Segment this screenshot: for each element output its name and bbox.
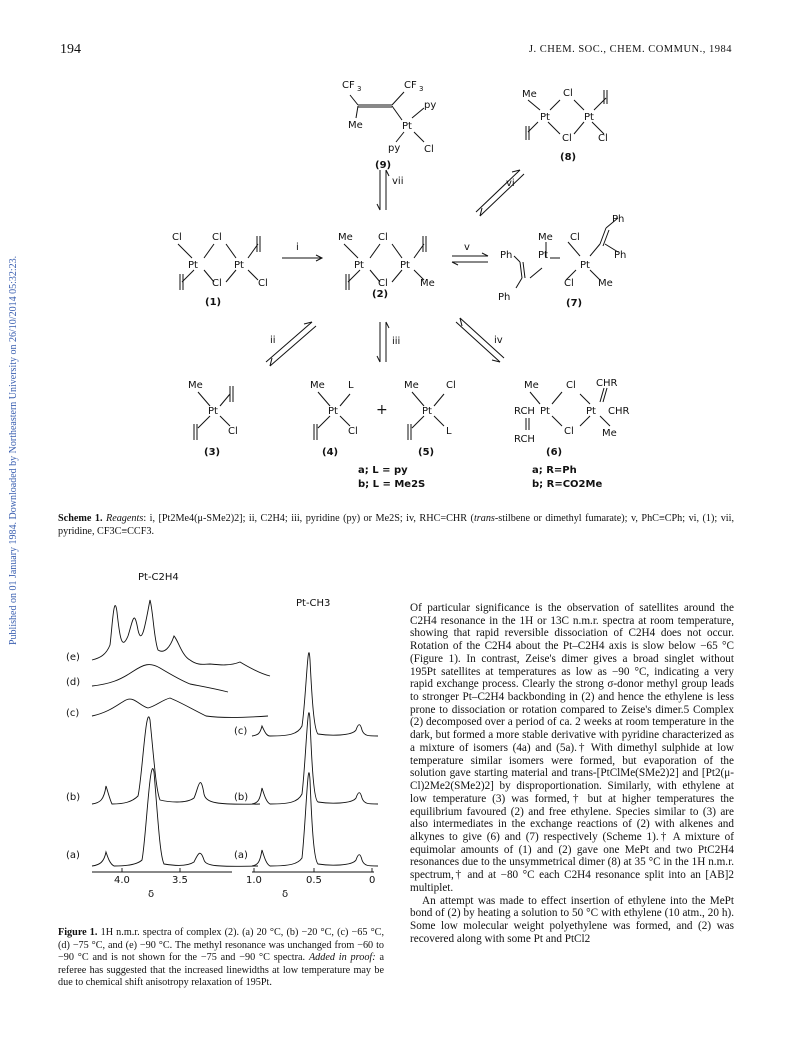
svg-text:Pt: Pt <box>422 406 432 417</box>
left-tick-4-0: 4.0 <box>114 875 130 886</box>
svg-text:Cl: Cl <box>424 144 434 155</box>
paragraph-2: An attempt was made to effect insertion of ethylene into the MePt bond of (2) by heating a solution to 50 °C with ethylene (10 atm., 20 h). Some low molecular weight polyethylene was formed, and (2) was recovered along with some Pt and PtCl2 <box>410 894 734 945</box>
svg-text:Pt: Pt <box>208 406 218 417</box>
svg-text:Me: Me <box>524 380 539 391</box>
scheme-caption-reagents: Reagents <box>105 513 144 524</box>
svg-text:Ph: Ph <box>500 250 513 261</box>
svg-text:Pt: Pt <box>580 260 590 271</box>
svg-text:RCH: RCH <box>514 434 535 445</box>
compound-label-3: (3) <box>204 447 221 458</box>
body-text <box>410 602 734 945</box>
svg-text:py: py <box>388 143 401 154</box>
compound-label-2: (2) <box>372 289 389 300</box>
reagent-vii: vii <box>392 176 404 187</box>
page-number: 194 <box>60 42 81 57</box>
reagent-vi: vi <box>506 178 515 189</box>
right-tick-1-0: 1.0 <box>246 875 262 886</box>
trace-e <box>92 600 270 676</box>
svg-text:CHR: CHR <box>596 378 618 389</box>
svg-text:Cl: Cl <box>446 380 456 391</box>
figure-caption-tail: a referee has suggested that the increased linewidths at low temperature may be due to chemical shift anisotropy relaxation of 195Pt. <box>58 952 385 989</box>
compound-label-8: (8) <box>560 152 577 163</box>
svg-text:CF: CF <box>342 80 355 91</box>
svg-text:Cl: Cl <box>212 232 222 243</box>
figure-caption-label: Figure 1. <box>58 927 98 938</box>
scheme-caption <box>58 513 734 538</box>
svg-text:Cl: Cl <box>570 232 580 243</box>
download-note: Published on 01 January 1984. Downloaded by Northeastern University on 26/10/2014 05:32:23. <box>8 255 19 645</box>
svg-text:Me: Me <box>404 380 419 391</box>
svg-text:Pt: Pt <box>400 260 410 271</box>
svg-text:Cl: Cl <box>563 88 573 99</box>
note-6-b: b; R=CO2Me <box>532 479 603 490</box>
svg-text:Ph: Ph <box>612 214 625 225</box>
svg-text:3: 3 <box>419 85 424 93</box>
svg-text:L: L <box>446 426 452 437</box>
trace-a-right <box>252 773 378 866</box>
svg-text:Pt: Pt <box>234 260 244 271</box>
scheme-caption-label: Scheme 1. <box>58 513 103 524</box>
left-label-a: (a) <box>66 850 80 861</box>
compound-label-6: (6) <box>546 447 563 458</box>
compound-9-structure <box>350 92 424 142</box>
scheme-caption-text: : i, [Pt2Me4(μ-SMe2)2]; ii, C2H4; iii, pyridine (py) or Me2S; iv, RHC=CHR ( <box>143 513 474 524</box>
note-6-a: a; R=Ph <box>532 465 577 476</box>
reagent-ii: ii <box>270 335 276 346</box>
svg-text:Cl: Cl <box>564 426 574 437</box>
figure-caption-text: 1H n.m.r. spectra of complex (2). (a) 20 °C, (b) −20 °C, (c) −65 °C, (d) −75 °C, and (e) −90 °C. The methyl resonance was unchanged from −60 to −90 °C and is not shown for the −75 and −90 °C spectra. <box>58 927 384 964</box>
svg-text:L: L <box>348 380 354 391</box>
svg-text:Ph: Ph <box>614 250 627 261</box>
svg-text:Pt: Pt <box>540 406 550 417</box>
reagent-iii: iii <box>392 336 401 347</box>
svg-text:Pt: Pt <box>188 260 198 271</box>
right-label-c: (c) <box>234 726 248 737</box>
svg-text:Me: Me <box>188 380 203 391</box>
svg-text:Me: Me <box>602 428 617 439</box>
compound-label-9: (9) <box>375 160 392 171</box>
compound-6-structure <box>526 388 610 430</box>
compound-label-4: (4) <box>322 447 339 458</box>
svg-text:Pt: Pt <box>586 406 596 417</box>
svg-text:Cl: Cl <box>598 133 608 144</box>
reaction-scheme <box>0 60 792 510</box>
svg-text:Me: Me <box>338 232 353 243</box>
left-tick-3-5: 3.5 <box>172 875 188 886</box>
svg-text:CHR: CHR <box>608 406 630 417</box>
reagent-i: i <box>296 242 299 253</box>
trace-c <box>92 698 268 718</box>
left-axis-symbol: δ <box>148 889 155 900</box>
right-tick-0-5: 0.5 <box>306 875 322 886</box>
compound-label-7: (7) <box>566 298 583 309</box>
svg-text:Pt: Pt <box>584 112 594 123</box>
svg-text:Me: Me <box>538 232 553 243</box>
svg-text:Cl: Cl <box>566 380 576 391</box>
svg-text:Cl: Cl <box>172 232 182 243</box>
note-4-5-a: a; L = py <box>358 465 408 476</box>
svg-text:Cl: Cl <box>258 278 268 289</box>
svg-text:Cl: Cl <box>228 426 238 437</box>
reagent-v: v <box>464 242 470 253</box>
compound-label-1: (1) <box>205 297 222 308</box>
scheme-caption-trans: trans <box>473 513 495 524</box>
svg-text:Cl: Cl <box>212 278 222 289</box>
scheme-caption-text-end: -stilbene or dimethyl fumarate); v, PhC≡CPh; vi, (1); vii, pyridine, CF3C≡CCF3. <box>58 513 734 537</box>
figure-caption <box>58 927 384 990</box>
svg-text:Cl: Cl <box>378 232 388 243</box>
right-label-a: (a) <box>234 850 248 861</box>
trace-b-right <box>252 713 378 804</box>
right-panel-title: Pt-CH3 <box>296 598 331 609</box>
left-label-c: (c) <box>66 708 80 719</box>
svg-text:Me: Me <box>598 278 613 289</box>
running-head: J. CHEM. SOC., CHEM. COMMUN., 1984 <box>528 44 732 55</box>
svg-text:Me: Me <box>310 380 325 391</box>
svg-text:Me: Me <box>420 278 435 289</box>
svg-text:py: py <box>424 100 437 111</box>
note-4-5-b: b; L = Me2S <box>358 479 426 490</box>
left-label-e: (e) <box>66 652 80 663</box>
svg-text:RCH: RCH <box>514 406 535 417</box>
reagent-iv: iv <box>494 335 503 346</box>
right-axis-symbol: δ <box>282 889 289 900</box>
svg-text:Pt: Pt <box>354 260 364 271</box>
right-label-b: (b) <box>234 792 249 803</box>
svg-text:Cl: Cl <box>348 426 358 437</box>
right-tick-0: 0 <box>369 875 376 886</box>
svg-text:Cl: Cl <box>378 278 388 289</box>
svg-text:+: + <box>376 402 388 418</box>
left-label-d: (d) <box>66 677 81 688</box>
svg-text:3: 3 <box>357 85 362 93</box>
left-label-b: (b) <box>66 792 81 803</box>
trace-d <box>92 665 228 692</box>
svg-text:Pt: Pt <box>538 250 548 261</box>
svg-text:Me: Me <box>522 89 537 100</box>
figure-caption-proof: Added in proof: <box>308 952 376 964</box>
svg-text:Cl: Cl <box>564 278 574 289</box>
svg-text:Pt: Pt <box>328 406 338 417</box>
svg-text:Ph: Ph <box>498 292 511 303</box>
svg-text:Pt: Pt <box>540 112 550 123</box>
svg-text:CF: CF <box>404 80 417 91</box>
svg-text:Pt: Pt <box>402 121 412 132</box>
nmr-figure <box>0 565 400 925</box>
compound-label-5: (5) <box>418 447 435 458</box>
left-panel-title: Pt-C2H4 <box>138 572 179 583</box>
trace-c-right <box>252 653 378 736</box>
svg-text:Cl: Cl <box>562 133 572 144</box>
paragraph-1: Of particular significance is the observation of satellites around the C2H4 resonance in the 1H or 13C n.m.r. spectra at room temperature, showing that rapid reversible dissociation of C2H4 does not occur. Rotation of the C2H4 about the Pt–C2H4 axis is slow below −65 °C (Figure 1). In contrast, Zeise's dimer gives a broad singlet without 195Pt satellites at temperatures as low as −90 °C, indicating a very rapid exchange process. Clearly the strong σ-donor methyl group leads to stronger Pt–C2H4 backbonding in (2) and hence the ethylene is less prone to dissociation or rotation compared to Zeise's dimer.5 Complex (2) decomposed over a period of ca. 2 weeks at room temperature in the dark, but formed a more stable derivative with pyridine characterized as a mixture of isomers (4a) and (5a).† With dimethyl sulphide at low temperature similar isomers were formed, but evaporation of the solution gave starting material and trans-[PtClMe(SMe2)2] and [Pt2(μ-Cl)2Me2(SMe2)2] by disproportionation. Similarly, with ethylene at low temperature (3) was formed,† but at higher temperatures the equilibrium favoured (2) and free ethylene. Species similar to (3) are also intermediates in the exchange reactions of (2) with alkenes and alkynes to give (6) and (7) respectively (Scheme 1).† A mixture of equimolar amounts of (1) and (2) gave one MePt and two PtC2H4 resonances due to the unsymmetrical dimer (8) at 35 °C in the 1H n.m.r. spectrum,† and at −80 °C each C2H4 resonance split into an [AB]2 multiplet. <box>410 602 734 894</box>
svg-text:Me: Me <box>348 120 363 131</box>
